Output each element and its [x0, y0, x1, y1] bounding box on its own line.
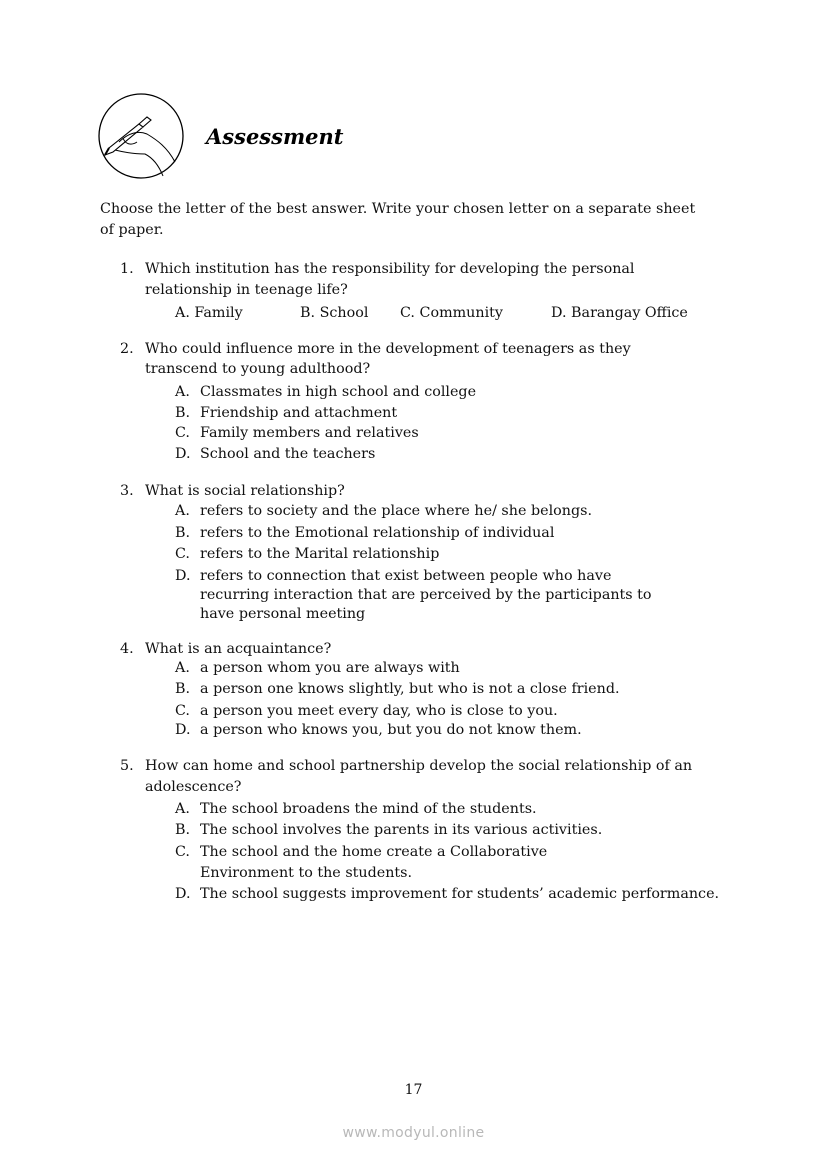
- option-letter: A.: [175, 503, 190, 519]
- option-d: D. Barangay Office: [551, 305, 688, 321]
- instructions-line: of paper.: [100, 222, 164, 238]
- option-letter: A.: [175, 660, 190, 676]
- option-letter: A.: [175, 801, 190, 817]
- question-number: 1.: [120, 261, 134, 277]
- question-text: What is social relationship?: [145, 483, 345, 499]
- watermark: www.modyul.online: [342, 1125, 485, 1141]
- option-letter: D.: [175, 568, 191, 584]
- option-text: refers to society and the place where he/ she belongs.: [200, 503, 593, 519]
- question-text: Which institution has the responsibility for developing the personal: [145, 261, 635, 277]
- option-text: have personal meeting: [200, 606, 366, 622]
- option-letter: C.: [175, 844, 190, 860]
- option-letter: C.: [175, 703, 190, 719]
- option-text: Classmates in high school and college: [200, 384, 477, 400]
- option-text: recurring interaction that are perceived by the participants to: [200, 587, 652, 603]
- option-text: The school suggests improvement for students’ academic performance.: [200, 886, 720, 902]
- page-number: 17: [404, 1082, 423, 1098]
- option-letter: B.: [175, 525, 191, 541]
- hand-writing-pencil-icon: [97, 92, 187, 182]
- question-number: 3.: [120, 483, 134, 499]
- question-text: adolescence?: [145, 779, 242, 795]
- option-text: The school broadens the mind of the students.: [200, 801, 537, 817]
- question-number: 5.: [120, 758, 134, 774]
- option-text: School and the teachers: [200, 446, 376, 462]
- option-letter: B.: [175, 681, 191, 697]
- option-letter: C.: [175, 546, 190, 562]
- option-text: refers to the Marital relationship: [200, 546, 440, 562]
- option-letter: C.: [175, 425, 190, 441]
- question-text: How can home and school partnership develop the social relationship of an: [145, 758, 693, 774]
- option-text: a person whom you are always with: [200, 660, 460, 676]
- option-letter: B.: [175, 822, 191, 838]
- option-a: A. Family: [175, 305, 243, 321]
- option-text: a person one knows slightly, but who is not a close friend.: [200, 681, 620, 697]
- option-letter: A.: [175, 384, 190, 400]
- question-number: 4.: [120, 641, 134, 657]
- option-text: a person you meet every day, who is close to you.: [200, 703, 558, 719]
- question-text: transcend to young adulthood?: [145, 361, 371, 377]
- page-title: Assessment: [206, 124, 344, 149]
- option-letter: D.: [175, 722, 191, 738]
- option-letter: D.: [175, 886, 191, 902]
- option-text: Environment to the students.: [200, 865, 413, 881]
- option-text: refers to connection that exist between people who have: [200, 568, 612, 584]
- question-text: Who could influence more in the development of teenagers as they: [145, 341, 631, 357]
- option-text: a person who knows you, but you do not know them.: [200, 722, 582, 738]
- option-text: Friendship and attachment: [200, 405, 398, 421]
- question-text: relationship in teenage life?: [145, 282, 348, 298]
- option-c: C. Community: [400, 305, 503, 321]
- question-number: 2.: [120, 341, 134, 357]
- option-text: The school and the home create a Collaborative: [200, 844, 548, 860]
- question-text: What is an acquaintance?: [145, 641, 332, 657]
- option-b: B. School: [300, 305, 369, 321]
- option-text: The school involves the parents in its various activities.: [200, 822, 603, 838]
- option-text: Family members and relatives: [200, 425, 419, 441]
- option-letter: B.: [175, 405, 191, 421]
- option-text: refers to the Emotional relationship of individual: [200, 525, 555, 541]
- option-letter: D.: [175, 446, 191, 462]
- instructions-line: Choose the letter of the best answer. Write your chosen letter on a separate sheet: [100, 201, 696, 217]
